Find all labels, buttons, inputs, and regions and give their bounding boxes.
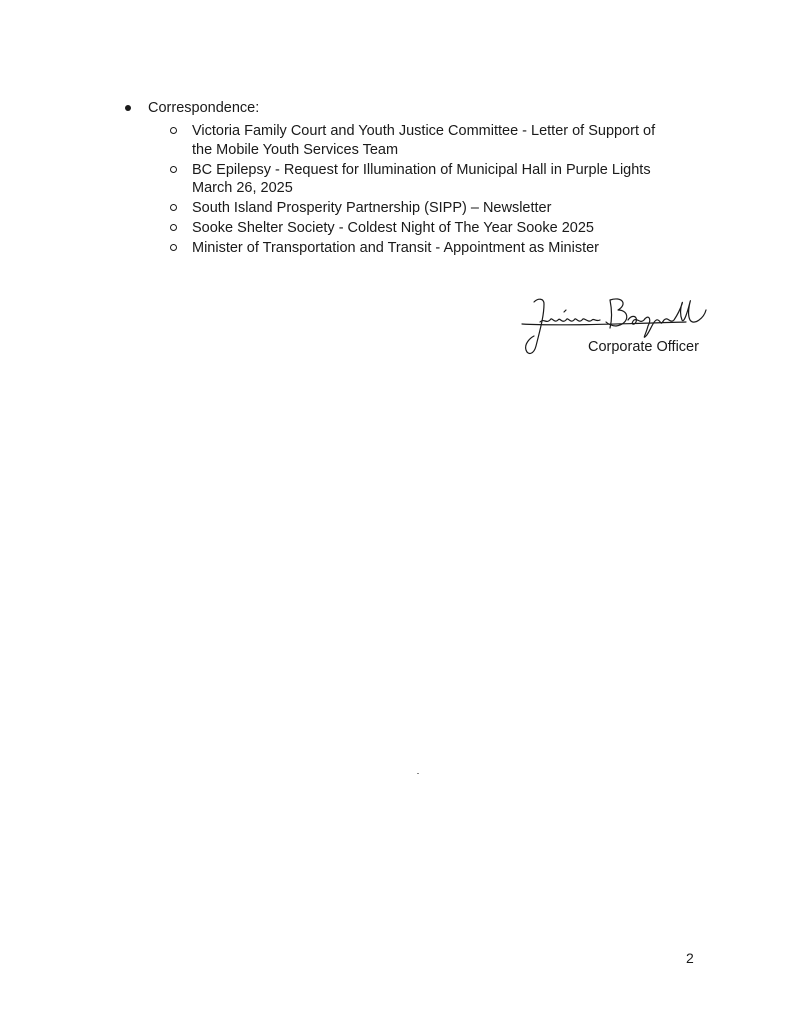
hollow-bullet-icon [170,127,177,134]
page-number: 2 [686,950,694,966]
list-item [148,122,662,159]
hollow-bullet-icon [170,204,177,211]
list-item-label: South Island Prosperity Partnership (SIPP) – Newsletter [192,200,552,216]
signatory-title: Corporate Officer [588,339,699,355]
list-item-label: Sooke Shelter Society - Coldest Night of The Year Sooke 2025 [192,220,594,236]
list-item-label: BC Epilepsy - Request for Illumination of Municipal Hall in Purple Lights March 26, 2025 [192,161,651,196]
bullet-icon [125,105,131,111]
correspondence-heading: Correspondence: [148,100,260,116]
list-item [148,219,662,238]
list-item-label: Victoria Family Court and Youth Justice Committee - Letter of Support of the Mobile Youth Services Team [192,123,656,158]
correspondence-list [148,122,722,258]
hollow-bullet-icon [170,166,177,173]
hollow-bullet-icon [170,244,177,251]
signature-block [518,290,718,370]
list-item-label: Minister of Transportation and Transit - Appointment as Minister [192,240,599,256]
list-item [148,161,662,198]
agenda-list [122,98,722,259]
list-item [148,199,662,218]
scan-speck [417,773,419,774]
correspondence-section [122,98,722,258]
list-item [148,239,662,258]
hollow-bullet-icon [170,224,177,231]
